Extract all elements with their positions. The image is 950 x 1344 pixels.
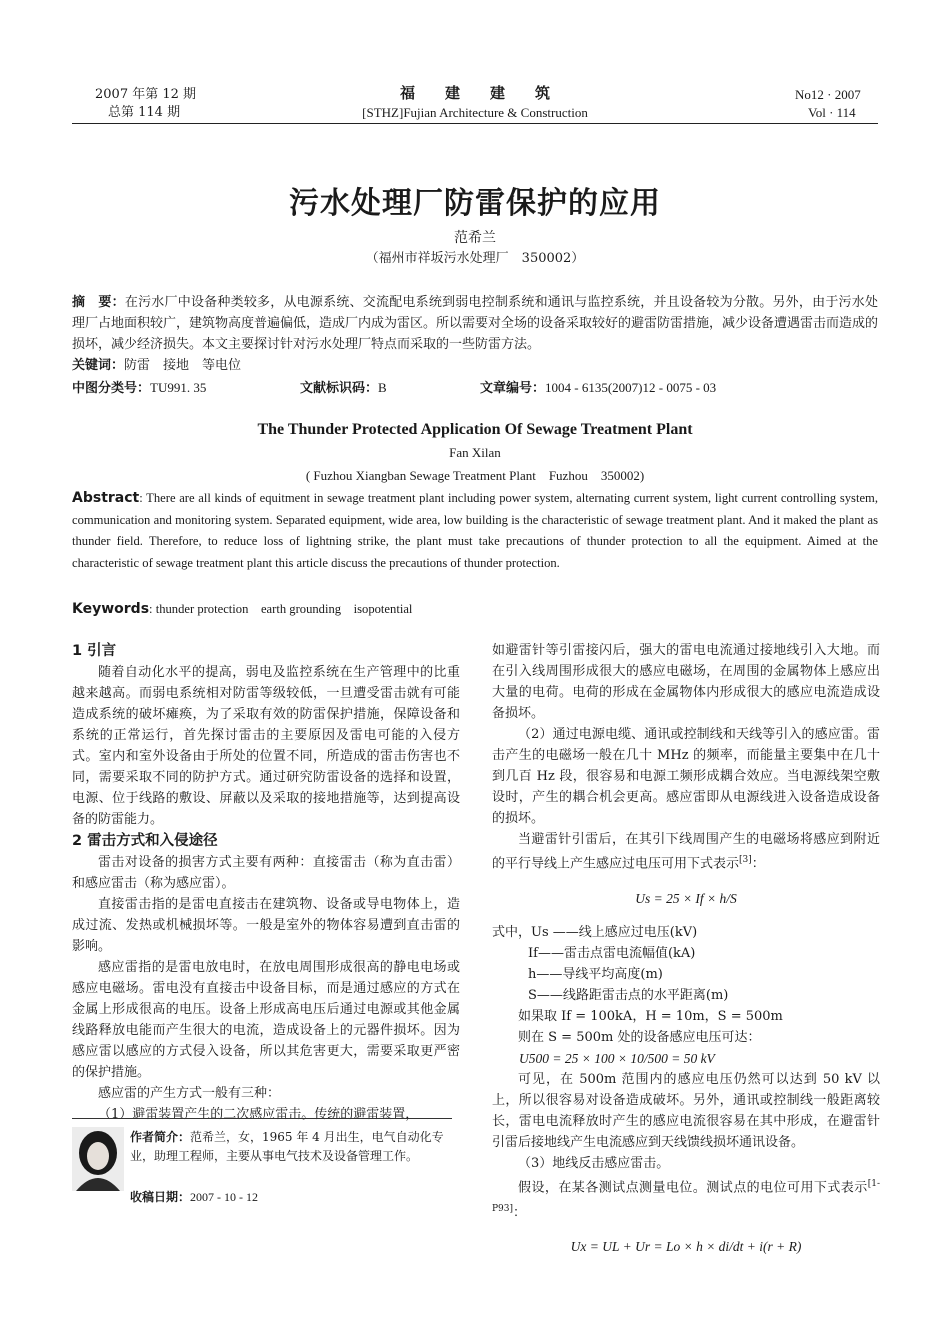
paragraph: 假设，在某各测试点测量电位。测试点的电位可用下式表示[1-P93]：: [492, 1179, 880, 1220]
paragraph: 直接雷击指的是雷电直接击在建筑物、设备或导电物体上，造成过流、发热或机械损坏等。一般是室外的物体容易遭到直击雷的影响。: [72, 897, 460, 954]
author-en: Fan Xilan: [449, 445, 501, 460]
volume-number: Vol · 114: [808, 105, 856, 120]
definition-if: If——雷击点雷电流幅值(kA): [528, 946, 696, 962]
issue-number: 2007 年第 12 期: [95, 87, 197, 102]
page-title: 污水处理厂防雷保护的应用: [289, 186, 661, 221]
citation-ref: [3]: [739, 855, 752, 865]
abstract-cn-text: 在污水厂中设备种类较多，从电源系统、交流配电系统到弱电控制系统和通讯与监控系统，并且设备较为分散。另外，由于污水处理厂占地面积较广，建筑物高度普遍偏低，造成厂内成为雷区。所以需要对全场的设备采取较好的避雷防雷措施，减少设备遭遇雷击而造成的损坏，减少经济损失。本文主要探讨针对污水处理厂特点而采取的一些防雷方法。: [72, 295, 879, 352]
result-statement: 则在 S = 500m 处的设备感应电压可达：: [518, 1030, 761, 1046]
footnote-rule: [72, 1118, 452, 1119]
left-column: [72, 640, 460, 1125]
journal-name-cn: 福 建 建 筑: [399, 84, 550, 102]
keywords-en-label: Keywords: [72, 601, 150, 617]
abstract-en-text: : There are all kinds of equitment in sewage treatment plant including power system, alternating current system, light current controlling system, communication and monitoring system. Separated equipment, wide area, low building is the characteristic of sewage treatment plant. And it maked the plant as thunder field. Therefore, to reduce loss of lightning strike, the plant must take precautions of thunder protection to all the equipment. Aimed at the characteristic of sewage treatment plant this article discuss the precautions of thunder protection.: [72, 491, 878, 570]
calculation: U500 = 25 × 100 × 10/500 = 50 kV: [519, 1051, 715, 1067]
citation-ref: [1-P93]: [492, 1179, 880, 1214]
article-number: 文章编号：1004 - 6135(2007)12 - 0075 - 03: [480, 380, 717, 396]
paragraph: 感应雷指的是雷电放电时，在放电周围形成很高的静电电场或感应电磁场。雷电没有直接击中设备目标，而是通过感应的方式在金属上形成很高的电压。设备上形成高电压后通过电源或其他金属线路释放电能而产生很大的电流，造成设备上的元器件损坏。因为感应雷以感应的方式侵入设备，所以其危害更大，需要采取更严密的保护措施。: [72, 960, 460, 1080]
definition-h: h——导线平均高度(m): [528, 967, 663, 983]
author-bio-label: 作者简介：: [130, 1130, 191, 1144]
paragraph: 当避雷针引雷后，在其引下线周围产生的电磁场将感应到附近的平行导线上产生感应过电压可用下式表示[3]：: [492, 832, 880, 872]
keywords-cn-text: 防雷 接地 等电位: [124, 358, 242, 373]
paragraph: 如避雷针等引雷接闪后，强大的雷电电流通过接地线引入大地。而在引入线周围形成很大的感应电磁场，在周围的金属物体上感应出大量的电荷。电荷的形成在金属物体内形成很大的感应电流造成设备损坏。: [492, 643, 880, 721]
author-bio-text: 范希兰，女，1965 年 4 月出生，电气自动化专业，助理工程师，主要从事电气技术及设备管理工作。: [130, 1130, 444, 1163]
affiliation-cn: （福州市祥坂污水处理厂 350002）: [365, 251, 585, 266]
author-cn: 范希兰: [454, 230, 496, 246]
section-2-heading: 2 雷击方式和入侵途径: [72, 833, 218, 849]
keywords-en: [72, 598, 412, 617]
affiliation-en: ( Fuzhou Xiangban Sewage Treatment Plant Fuzhou 350002): [305, 468, 645, 483]
formula-ground-potential: Ux = UL + Ur = Lo × h × di/dt + i(r + R): [570, 1239, 802, 1255]
abstract-cn-label: 摘 要：: [72, 295, 125, 310]
keywords-en-text: : thunder protection earth grounding isopotential: [149, 602, 413, 616]
paragraph: 雷击对设备的损害方式主要有两种：直接雷击（称为直击雷）和感应雷击（称为感应雷）。: [72, 855, 460, 891]
given-values: 如果取 If = 100kA，H = 10m，S = 500m: [518, 1009, 783, 1025]
abstract-en: [72, 488, 878, 574]
document-code: 文献标识码：B: [300, 380, 387, 396]
paragraph: 随着自动化水平的提高，弱电及监控系统在生产管理中的比重越来越高。而弱电系统相对防雷等级较低，一旦遭受雷击就有可能造成系统的破坏瘫痪，为了采取有效的防雷保护措施，保障设备和系统的正常运行，首先探讨雷击的主要原因及雷电可能的入侵方式。室内和室外设备由于所处的位置不同，所造成的雷击伤害也不同，需要采取不同的防护方式。通过研究防雷设备的选择和设置，电源、位于线路的敷设、屏蔽以及采取的接地措施等，达到提高设备的防雷能力。: [72, 665, 460, 827]
abstract-cn: [72, 292, 878, 376]
definition-s: S——线路距雷击点的水平距离(m): [528, 988, 729, 1004]
formula-induced-voltage: Us = 25 × If × h/S: [635, 890, 737, 906]
section-1-heading: 1 引言: [72, 643, 117, 659]
clc-number: 中图分类号：TU991. 35: [72, 380, 207, 396]
formula-where: 式中，Us ——线上感应过电压(kV): [492, 925, 698, 941]
received-date: 收稿日期：2007 - 10 - 12: [130, 1190, 259, 1204]
issue-number-en: No12 · 2007: [795, 87, 861, 102]
total-issue-number: 总第 114 期: [108, 105, 181, 120]
header-rule: [72, 123, 878, 124]
paragraph: （2）通过电源电缆、通讯或控制线和天线等引入的感应雷。雷击产生的电磁场一般在几十 MHz 的频率，而能量主要集中在几十到几百 Hz 段，很容易和电源工频形成耦合效应。当电源线架空敷设时，产生的耦合机会更高。感应雷即从电源线进入设备造成设备的损坏。: [492, 727, 880, 826]
paragraph: 感应雷的产生方式一般有三种：: [98, 1086, 281, 1101]
author-bio: [130, 1128, 460, 1166]
paragraph: （3）地线反击感应雷击。: [518, 1156, 670, 1172]
author-photo: [72, 1127, 124, 1191]
abstract-en-label: Abstract: [72, 490, 140, 506]
journal-name-en: [STHZ]Fujian Architecture & Construction: [362, 105, 588, 120]
right-column: [492, 640, 880, 1271]
paragraph: 可见，在 500m 范围内的感应电压仍然可以达到 50 kV 以上，所以很容易对设备造成破坏。另外，通讯或控制线一般距离较长，雷电电流释放时产生的感应电流很容易在其中形成，在避雷针引雷后接地线产生电流感应到天线馈线损坏通讯设备。: [492, 1072, 880, 1151]
keywords-cn-label: 关键词：: [72, 358, 125, 373]
paragraph: （1）避雷装置产生的二次感应雷击。传统的避雷装置，: [98, 1107, 419, 1122]
title-en: The Thunder Protected Application Of Sewage Treatment Plant: [257, 421, 693, 438]
